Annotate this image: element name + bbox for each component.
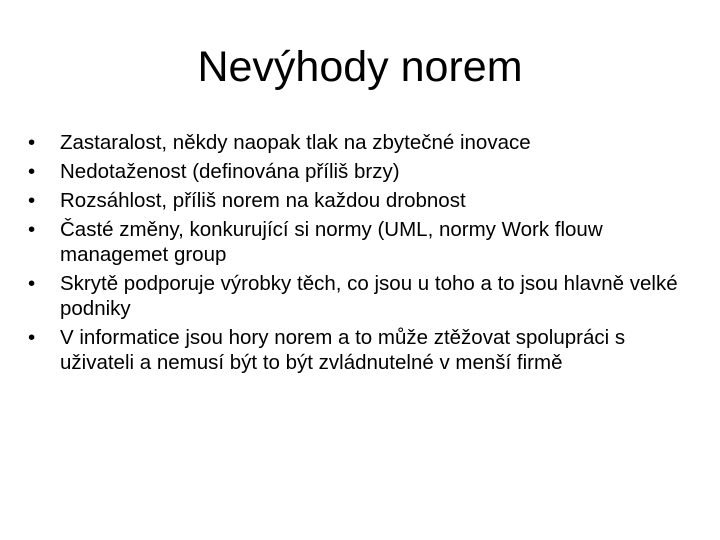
- list-item-text: Zastaralost, někdy naopak tlak na zbytečné inovace: [60, 131, 531, 154]
- list-item-text: Skrytě podporuje výrobky těch, co jsou u toho a to jsou hlavně velké podniky: [60, 272, 678, 320]
- bullet-icon: •: [28, 189, 36, 212]
- list-item: [28, 157, 678, 186]
- list-item-text: Rozsáhlost, příliš norem na každou drobnost: [60, 189, 466, 212]
- list-item-text: Časté změny, konkurující si normy (UML, normy Work flouw managemet group: [60, 218, 603, 266]
- bullet-list: [28, 128, 678, 377]
- list-item-text: Nedotaženost (definována příliš brzy): [60, 160, 400, 183]
- bullet-icon: •: [28, 160, 36, 183]
- bullet-icon: •: [28, 272, 36, 295]
- list-item: [28, 128, 678, 157]
- slide-title: Nevýhody norem: [197, 43, 523, 91]
- list-item-text: V informatice jsou hory norem a to může ztěžovat spolupráci s uživateli a nemusí být to být zvládnutelné v menší firmě: [60, 326, 626, 374]
- bullet-icon: •: [28, 326, 36, 349]
- list-item: [28, 323, 678, 377]
- list-item: [28, 186, 678, 215]
- list-item: [28, 269, 678, 323]
- bullet-icon: •: [28, 218, 36, 241]
- bullet-icon: •: [28, 131, 36, 154]
- list-item: [28, 215, 678, 269]
